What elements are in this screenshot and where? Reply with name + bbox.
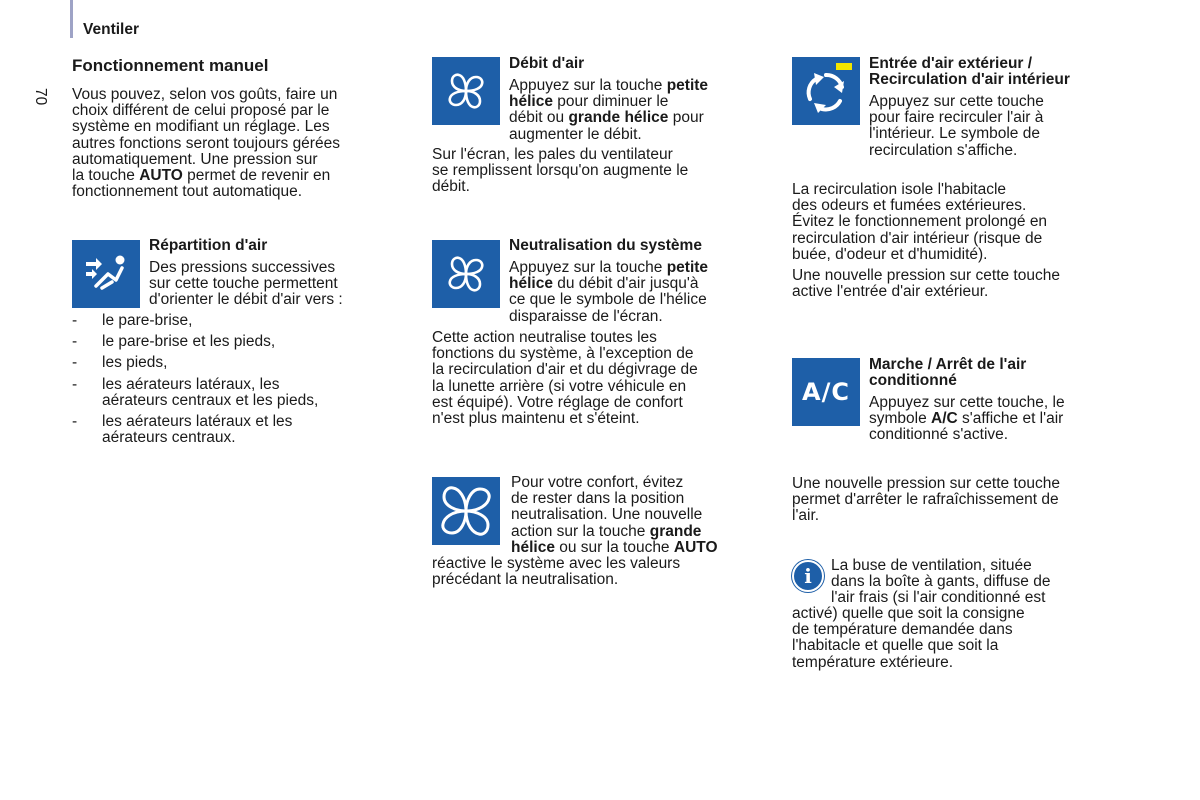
large-fan-icon bbox=[432, 477, 500, 545]
manual-paragraph bbox=[72, 87, 417, 200]
recirculation-icon bbox=[792, 57, 860, 125]
recirc-title: Entrée d'air extérieur / Recirculation d'air intérieur bbox=[869, 55, 1070, 89]
info-icon: i bbox=[792, 560, 824, 592]
manual-line: choix différent de celui proposé par le bbox=[72, 102, 330, 120]
ac-icon bbox=[792, 358, 860, 426]
list-item: - les aérateurs latéraux et les aérateurs centraux. bbox=[72, 413, 293, 447]
confort-after: réactive le système avec les valeurs précédant la neutralisation. bbox=[432, 555, 681, 589]
list-item: - le pare-brise, bbox=[72, 312, 193, 329]
manual-line: la touche AUTO permet de revenir en bbox=[72, 167, 331, 185]
recirc-note: La recirculation isole l'habitacle des odeurs et fumées extérieures. Évitez le fonctionnement prolongé en recirculation d'air intérieur (risque de buée, d'odeur et d'humidité). bbox=[792, 181, 1048, 263]
recirc-instructions: Appuyez sur cette touche pour faire recirculer l'air à l'intérieur. Le symbole de recirculation s'affiche. bbox=[869, 93, 1044, 159]
ac-icon-label: A/C bbox=[802, 378, 850, 406]
repartition-title: Répartition d'air bbox=[149, 237, 268, 254]
ac-instructions: Appuyez sur cette touche, le symbole A/C s'affiche et l'air conditionné s'active. bbox=[869, 394, 1065, 444]
confort-paragraph: Pour votre confort, évitez de rester dans la position neutralisation. Une nouvelle action sur la touche grande hélice ou sur la touche AUTO bbox=[511, 474, 718, 556]
section-marker-bar bbox=[70, 0, 73, 38]
page-number: 70 bbox=[32, 88, 49, 106]
neutral-instructions: Appuyez sur la touche petite hélice du débit d'air jusqu'à ce que le symbole de l'hélice disparaisse de l'écran. bbox=[509, 259, 709, 325]
repartition-intro: Des pressions successives sur cette touche permettent d'orienter le débit d'air vers : bbox=[149, 259, 343, 309]
manual-line: Vous pouvez, selon vos goûts, faire un bbox=[72, 86, 338, 103]
list-item: - le pare-brise et les pieds, bbox=[72, 333, 276, 351]
auto-keyword: AUTO bbox=[139, 167, 183, 185]
air-distribution-icon bbox=[72, 240, 140, 308]
list-item: - les aérateurs latéraux, les aérateurs centraux et les pieds, bbox=[72, 375, 319, 409]
neutral-title: Neutralisation du système bbox=[509, 237, 702, 254]
manual-line: système en modifiant un réglage. Les bbox=[72, 118, 330, 136]
fan-off-icon bbox=[432, 240, 500, 308]
manual-line: autres fonctions seront toujours gérées bbox=[72, 134, 340, 152]
manual-line: automatiquement. Une pression sur bbox=[72, 150, 318, 168]
section-title: Ventiler bbox=[83, 21, 139, 38]
recirc-note-2: Une nouvelle pression sur cette touche active l'entrée d'air extérieur. bbox=[792, 267, 1060, 301]
debit-title: Débit d'air bbox=[509, 55, 585, 72]
small-fan-icon bbox=[432, 57, 500, 125]
ac-title: Marche / Arrêt de l'air conditionné bbox=[869, 356, 1027, 390]
info-text-continued: activé) quelle que soit la consigne de température demandée dans l'habitacle et quelle que soit la température extérieure. bbox=[792, 605, 1025, 671]
manual-line: fonctionnement tout automatique. bbox=[72, 183, 303, 201]
distribution-list bbox=[72, 313, 412, 451]
ac-note: Une nouvelle pression sur cette touche permet d'arrêter le rafraîchissement de l'air. bbox=[792, 475, 1060, 525]
manual-title: Fonctionnement manuel bbox=[72, 56, 269, 75]
info-text: La buse de ventilation, située dans la boîte à gants, diffuse de l'air frais (si l'air conditionné est bbox=[831, 557, 1051, 607]
neutral-note: Cette action neutralise toutes les fonctions du système, à l'exception de la recirculation d'air et du dégivrage de la lunette arrière (si votre véhicule en est équipé). Votre réglage de confort n'est plus maintenu et s'éteint. bbox=[432, 329, 698, 428]
list-item: - les pieds, bbox=[72, 354, 168, 372]
debit-instructions: Appuyez sur la touche petite hélice pour diminuer le débit ou grande hélice pour augmenter le débit. bbox=[509, 77, 709, 143]
debit-screen-note: Sur l'écran, les pales du ventilateur se remplissent lorsqu'on augmente le débit. bbox=[432, 146, 689, 196]
